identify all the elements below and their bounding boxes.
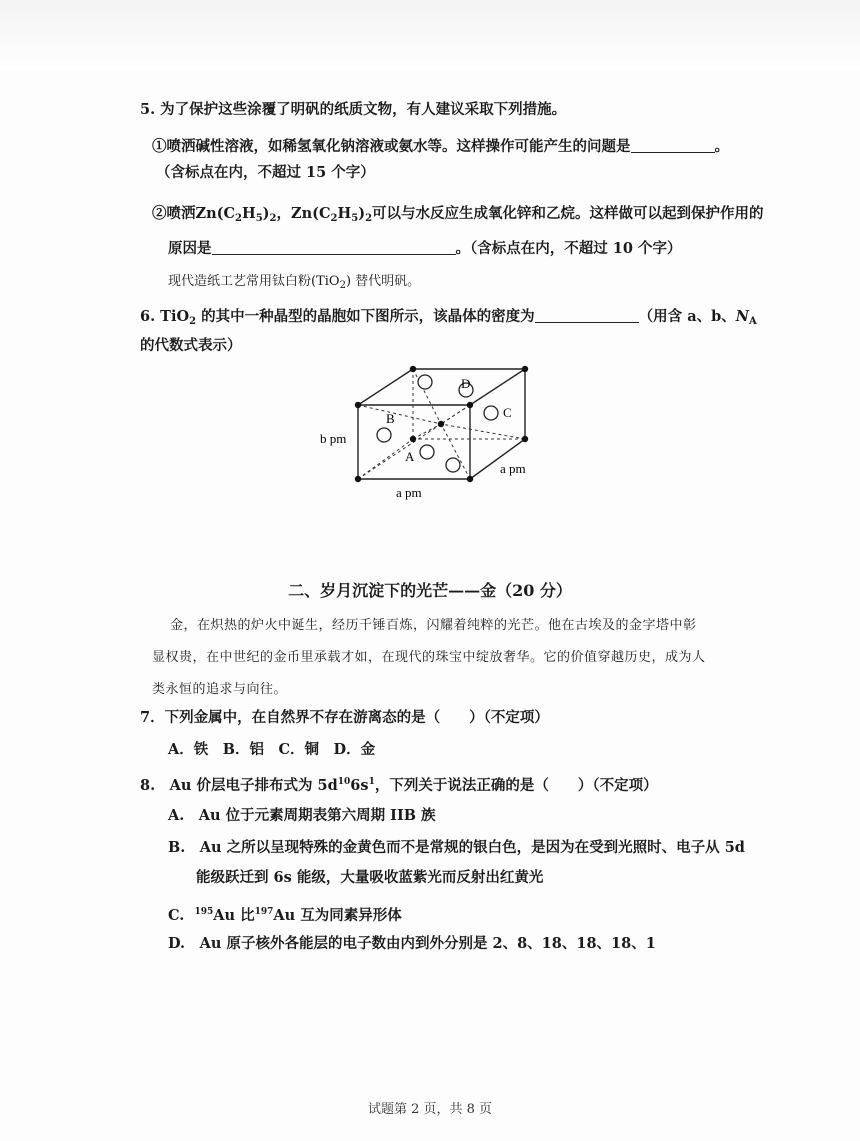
q8-stem-b: 6s (350, 777, 369, 794)
section-title: 二、岁月沉淀下的光芒——金（20 分） (288, 581, 572, 600)
formula-sub: 5 (351, 213, 359, 224)
modern-note-b: ) 替代明矾。 (345, 274, 421, 289)
q8-option-d: D. Au 原子核外各能层的电子数由内到外分别是 2、8、18、18、18、1 (168, 935, 656, 952)
label-c-atom: C (503, 405, 512, 420)
label-d-atom: D (461, 376, 471, 391)
q8-option-b-line2: 能级跃迁到 6s 能级，大量吸收蓝紫光而反射出红黄光 (196, 869, 544, 886)
section-intro-3: 类永恒的追求与向往。 (152, 682, 288, 697)
q8-option-b-line1: B. Au 之所以呈现特殊的金黄色而不是常规的银白色，是因为在受到光照时、电子从 5d (168, 839, 745, 856)
formula-sep: ， (276, 205, 292, 222)
label-b-atom: B (386, 411, 395, 426)
formula-part: ) (262, 205, 270, 222)
formula-sub: 2 (235, 213, 242, 224)
q6-stem-c: （用含 a、b、 (638, 308, 736, 325)
q5-option-1-blank[interactable] (631, 136, 715, 153)
formula-part: H (242, 205, 256, 222)
q8-option-c-sup1: 195 (194, 907, 214, 917)
q8-option-c-c: Au 互为同素异形体 (273, 907, 402, 924)
label-a-right: a pm (500, 461, 526, 476)
scan-shadow (0, 0, 860, 70)
q8-stem (140, 772, 658, 796)
q6-density-blank[interactable] (535, 306, 639, 323)
section-intro-1: 金，在炽热的炉火中诞生，经历千锤百炼，闪耀着纯粹的光芒。他在古埃及的金字塔中彰 (170, 618, 697, 633)
crystal-cell-diagram (300, 355, 560, 505)
modern-note (168, 272, 420, 296)
q8-stem-c: ，下列关于说法正确的是（ ）（不定项） (374, 777, 658, 794)
q7-stem: 7．下列金属中，在自然界不存在游离态的是（ ）（不定项） (140, 709, 549, 726)
q5-option-2-blank[interactable] (212, 238, 456, 255)
avogadro-symbol: N (735, 308, 749, 325)
label-a-bottom: a pm (396, 485, 422, 500)
q6-stem-b: 的其中一种晶型的晶胞如下图所示，该晶体的密度为 (196, 308, 535, 325)
modern-note-a: 现代造纸工艺常用钛白粉(TiO (168, 274, 340, 289)
q5-option-2-prefix: ②喷洒 (152, 205, 196, 222)
q5-option-2-suffix: 可以与水反应生成氧化锌和乙烷。这样做可以起到保护作用的 (372, 205, 764, 222)
reason-note: 。（含标点在内，不超过 10 个字） (455, 240, 682, 257)
reason-label: 原因是 (168, 240, 212, 257)
q8-stem-a: 8. Au 价层电子排布式为 5d (140, 777, 338, 794)
formula-sub: 2 (269, 213, 277, 224)
formula-part: Zn(C (291, 205, 331, 222)
q8-option-c-label: C. (168, 907, 185, 924)
q7-options: A．铁 B．铝 C．铜 D．金 (168, 741, 376, 758)
q8-option-c-b: Au 比 (213, 907, 255, 924)
q8-option-c-sup2: 197 (254, 907, 274, 917)
label-a-atom: A (405, 449, 415, 464)
q8-sup-1: 10 (337, 777, 351, 787)
q5-option-1-note: （含标点在内，不超过 15 个字） (156, 164, 375, 181)
formula-sub: 2 (365, 213, 373, 224)
formula-sub: 2 (330, 213, 338, 224)
q8-option-a: A. Au 位于元素周期表第六周期 IIB 族 (168, 807, 436, 824)
modern-note-sub: 2 (339, 280, 346, 291)
avogadro-sub: A (749, 316, 757, 327)
formula-sub: 5 (255, 213, 263, 224)
q5-option-2 (152, 204, 764, 229)
section-intro-2: 显权贵，在中世纪的金币里承载才如，在现代的珠宝中绽放奢华。它的价值穿越历史，成为人 (152, 650, 706, 665)
q6-stem-sub: 2 (189, 316, 197, 327)
formula-part: H (337, 205, 352, 222)
q6-stem (140, 306, 757, 332)
q8-sup-2: 1 (368, 777, 375, 787)
q6-stem-a: 6. TiO (140, 308, 190, 325)
q5-option-2-reason (168, 238, 682, 259)
q8-option-c (168, 902, 402, 926)
q5-option-1 (152, 136, 729, 157)
o-atoms (377, 375, 498, 472)
label-b-length: b pm (320, 431, 347, 446)
q5-option-1-end: 。 (714, 138, 729, 155)
formula-part: Zn(C (195, 205, 236, 222)
q5-option-1-text: ①喷洒碱性溶液，如稀氢氧化钠溶液或氨水等。这样操作可能产生的问题是 (152, 138, 631, 155)
formula-part: ) (358, 205, 366, 222)
q6-stem-line2: 的代数式表示） (140, 337, 242, 354)
q5-stem: 5. 为了保护这些涂覆了明矾的纸质文物，有人建议采取下列措施。 (140, 101, 567, 118)
page-footer: 试题第 2 页，共 8 页 (367, 1102, 493, 1117)
